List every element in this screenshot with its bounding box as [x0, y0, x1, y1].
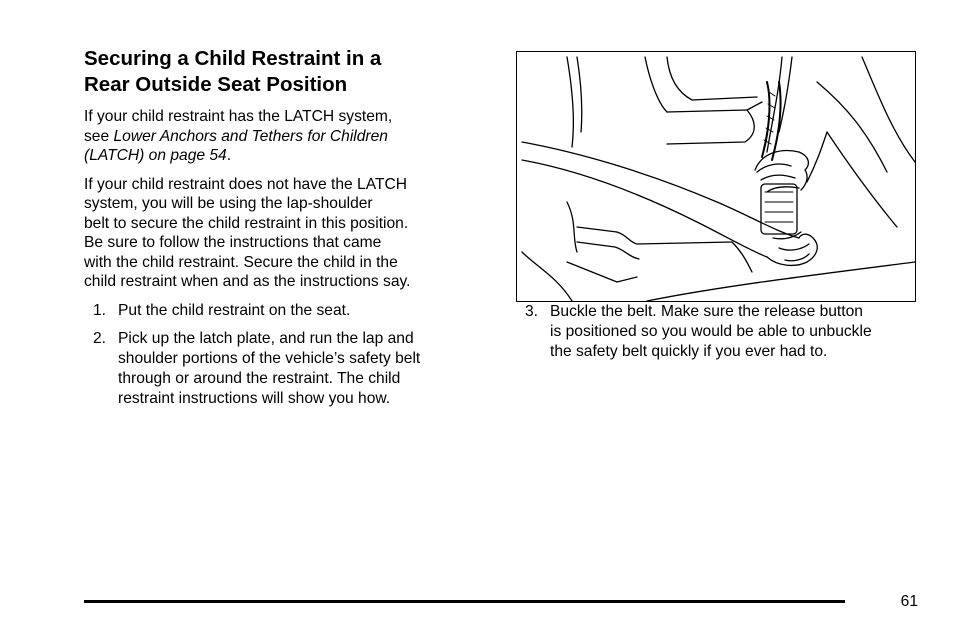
no-latch-line: Be sure to follow the instructions that came — [84, 234, 382, 251]
no-latch-line: If your child restraint does not have the LATCH — [84, 175, 408, 193]
step-item — [84, 301, 476, 321]
step-text-line: through or around the restraint. The child — [118, 369, 401, 387]
step-text-line: shoulder portions of the vehicle’s safety belt — [118, 350, 421, 368]
left-column — [84, 46, 476, 417]
section-title-line-2: Rear Outside Seat Position — [84, 73, 348, 96]
page-number: 61 — [900, 593, 918, 610]
buckle-illustration — [516, 51, 916, 302]
step-number: 2. — [93, 330, 107, 348]
step-item — [84, 329, 476, 408]
latch-end-period: . — [226, 147, 232, 164]
step-number: 3. — [525, 303, 539, 320]
latch-line-1: If your child restraint has the LATCH system, — [84, 108, 393, 125]
latch-see-text: see — [84, 127, 114, 145]
step-text-line: is positioned so you would be able to unbuckle — [550, 322, 872, 340]
step-text-line: restraint instructions will show you how. — [118, 389, 391, 407]
latch-paragraph — [84, 107, 476, 166]
no-latch-line: child restraint when and as the instructions say. — [84, 273, 411, 290]
no-latch-line: belt to secure the child restraint in this position. — [84, 214, 409, 232]
latch-reference-line-1: Lower Anchors and Tethers for Children — [113, 127, 388, 145]
right-column — [516, 51, 918, 370]
step-item — [516, 302, 918, 361]
step-text-line: Buckle the belt. Make sure the release button — [550, 303, 863, 320]
footer-rule — [84, 600, 845, 603]
no-latch-line: system, you will be using the lap-shoulder — [84, 195, 373, 212]
no-latch-line: with the child restraint. Secure the child in the — [84, 253, 398, 271]
step-text-line: Pick up the latch plate, and run the lap and — [118, 330, 414, 348]
section-title — [84, 46, 476, 98]
latch-reference-line-2: (LATCH) on page 54 — [84, 147, 227, 164]
step-number: 1. — [93, 301, 107, 319]
no-latch-paragraph — [84, 175, 476, 292]
steps-list-right — [516, 302, 918, 361]
section-title-line-1: Securing a Child Restraint in a — [84, 47, 382, 70]
step-text-line: the safety belt quickly if you ever had to. — [550, 342, 828, 360]
step-text-line: Put the child restraint on the seat. — [118, 301, 351, 319]
steps-list-left — [84, 301, 476, 409]
